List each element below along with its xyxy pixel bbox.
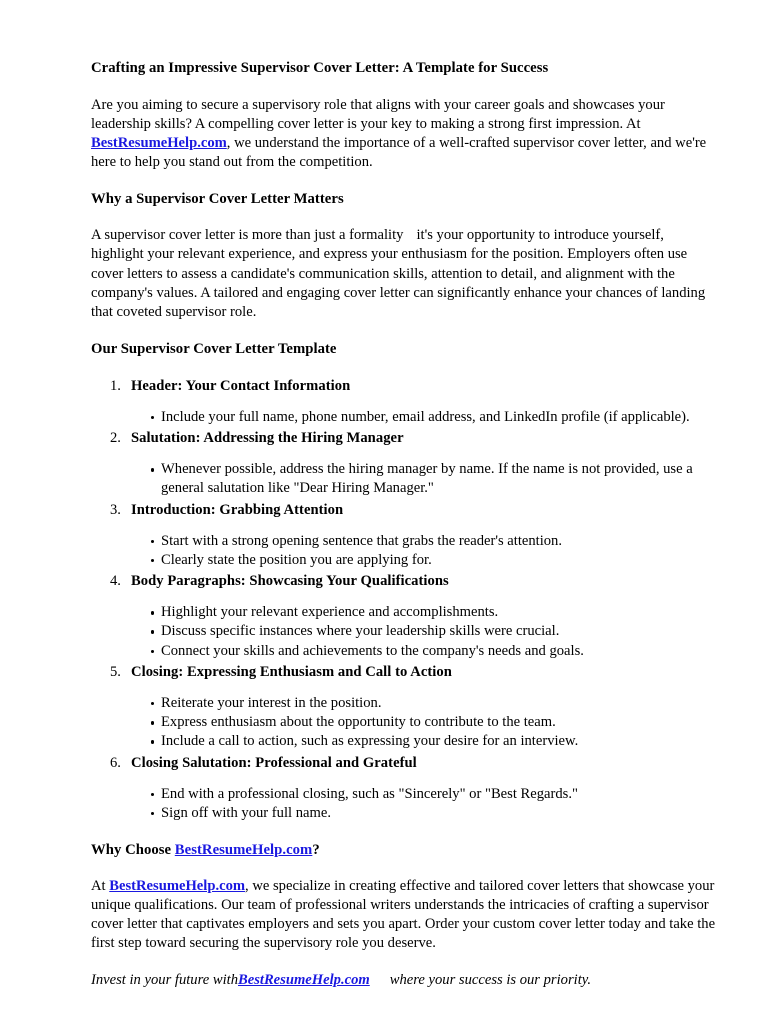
intro-text-after-link: , we understand the importance of a well-crafted supervisor cover letter, and we're here to help you stand out from the competition. <box>91 135 707 171</box>
list-item <box>131 694 719 713</box>
list-item-title: Salutation: Addressing the Hiring Manager <box>131 430 404 447</box>
list-item-number: 5. <box>110 664 121 681</box>
closing-tagline <box>91 971 719 990</box>
why-choose-heading-after-link: ? <box>312 841 320 858</box>
bullet-text: Connect your skills and achievements to the company's needs and goals. <box>161 642 584 659</box>
bullet-dot-icon <box>151 540 154 543</box>
list-item <box>131 804 719 823</box>
list-item-title: Body Paragraphs: Showcasing Your Qualifications <box>131 573 449 590</box>
sub-bullet-list <box>131 603 719 660</box>
list-item-number: 1. <box>110 377 121 394</box>
heading-why-choose <box>91 841 719 860</box>
list-item <box>131 460 719 497</box>
why-choose-heading-before-link: Why Choose <box>91 841 175 858</box>
bullet-text: Reiterate your interest in the position. <box>161 695 382 712</box>
list-item <box>131 603 719 622</box>
heading-template: Our Supervisor Cover Letter Template <box>91 340 337 357</box>
bullet-dot-icon <box>151 611 154 614</box>
bullet-text: Sign off with your full name. <box>161 804 331 821</box>
brand-link-body[interactable]: BestResumeHelp.com <box>109 877 246 894</box>
bullet-text: Highlight your relevant experience and accomplishments. <box>161 604 499 621</box>
bullet-text: Whenever possible, address the hiring manager by name. If the name is not provided, use a general salutation like "Dear Hiring Manager." <box>161 461 693 497</box>
why-choose-paragraph <box>91 877 719 953</box>
bullet-text: Start with a strong opening sentence that grabs the reader's attention. <box>161 532 563 549</box>
why-matters-text-before-dash: A supervisor cover letter is more than just a formality <box>91 227 404 244</box>
bullet-dot-icon <box>151 468 154 471</box>
sub-bullet-list <box>131 785 719 823</box>
list-item-title: Closing: Expressing Enthusiasm and Call to Action <box>131 664 452 681</box>
heading-why-matters: Why a Supervisor Cover Letter Matters <box>91 191 344 208</box>
list-item <box>91 753 719 823</box>
page-title: Crafting an Impressive Supervisor Cover Letter: A Template for Success <box>91 60 549 76</box>
list-item <box>131 732 719 751</box>
brand-link-closing[interactable]: BestResumeHelp.com <box>238 971 370 988</box>
intro-text-before-link: Are you aiming to secure a supervisory role that aligns with your career goals and showcases your leadership skills? A compelling cover letter is your key to making a strong first impression. At <box>91 97 665 133</box>
bullet-dot-icon <box>151 793 154 796</box>
list-item <box>91 428 719 497</box>
bullet-dot-icon <box>151 650 154 653</box>
list-item-number: 6. <box>110 754 121 771</box>
sub-bullet-list <box>131 694 719 751</box>
list-item-number: 3. <box>110 501 121 518</box>
list-item-number: 2. <box>110 430 121 447</box>
why-matters-text-after-dash: it's your opportunity to introduce yourself, highlight your relevant experience, and express your enthusiasm for the position. Employers often use cover letters to assess a candidate's communication skills, attention to detail, and alignment with the company's values. A tailored and engaging cover letter can significantly enhance your chances of landing that coveted supervisor role. <box>91 227 706 320</box>
list-item <box>91 662 719 751</box>
bullet-text: End with a professional closing, such as "Sincerely" or "Best Regards." <box>161 785 578 802</box>
bullet-dot-icon <box>151 740 154 743</box>
why-choose-text-before-link: At <box>91 877 110 894</box>
sub-bullet-list <box>131 460 719 497</box>
bullet-dot-icon <box>151 416 154 419</box>
list-item <box>131 408 719 427</box>
list-item <box>91 571 719 660</box>
closing-text-after-link: where your success is our priority. <box>389 971 592 988</box>
list-item <box>131 713 719 732</box>
brand-link-intro[interactable]: BestResumeHelp.com <box>91 135 227 152</box>
bullet-dot-icon <box>151 812 154 815</box>
list-item-title: Header: Your Contact Information <box>131 377 351 394</box>
why-choose-text-after-link: , we specialize in creating effective and tailored cover letters that showcase your unique qualifications. Our team of professional writers understands the intricacies of crafting a supervisor cover letter that captivates employers and sets you apart. Order your custom cover letter today and take the first step toward securing the supervisory role you deserve. <box>91 877 716 951</box>
brand-link-heading[interactable]: BestResumeHelp.com <box>174 841 313 858</box>
bullet-text: Include a call to action, such as expressing your desire for an interview. <box>161 733 579 750</box>
bullet-dot-icon <box>151 630 154 633</box>
sub-bullet-list <box>131 532 719 570</box>
sub-bullet-list <box>131 408 719 427</box>
template-steps-list <box>91 376 719 823</box>
list-item <box>131 532 719 551</box>
bullet-text: Express enthusiasm about the opportunity to contribute to the team. <box>161 714 556 731</box>
document-body <box>91 59 719 990</box>
list-item <box>131 622 719 641</box>
list-item <box>91 500 719 570</box>
list-item <box>91 376 719 427</box>
bullet-dot-icon <box>151 702 154 705</box>
why-matters-paragraph <box>91 226 719 321</box>
list-item-title: Closing Salutation: Professional and Grateful <box>131 754 417 771</box>
list-item <box>131 551 719 570</box>
bullet-text: Clearly state the position you are applying for. <box>161 551 432 568</box>
intro-paragraph <box>91 96 719 172</box>
list-item <box>131 785 719 804</box>
bullet-text: Discuss specific instances where your leadership skills were crucial. <box>161 623 560 640</box>
list-item-number: 4. <box>110 573 121 590</box>
closing-text-before-link: Invest in your future with <box>91 971 238 988</box>
list-item <box>131 642 719 661</box>
bullet-text: Include your full name, phone number, email address, and LinkedIn profile (if applicable). <box>161 408 690 425</box>
bullet-dot-icon <box>151 559 154 562</box>
bullet-dot-icon <box>151 721 154 724</box>
list-item-title: Introduction: Grabbing Attention <box>131 501 344 518</box>
